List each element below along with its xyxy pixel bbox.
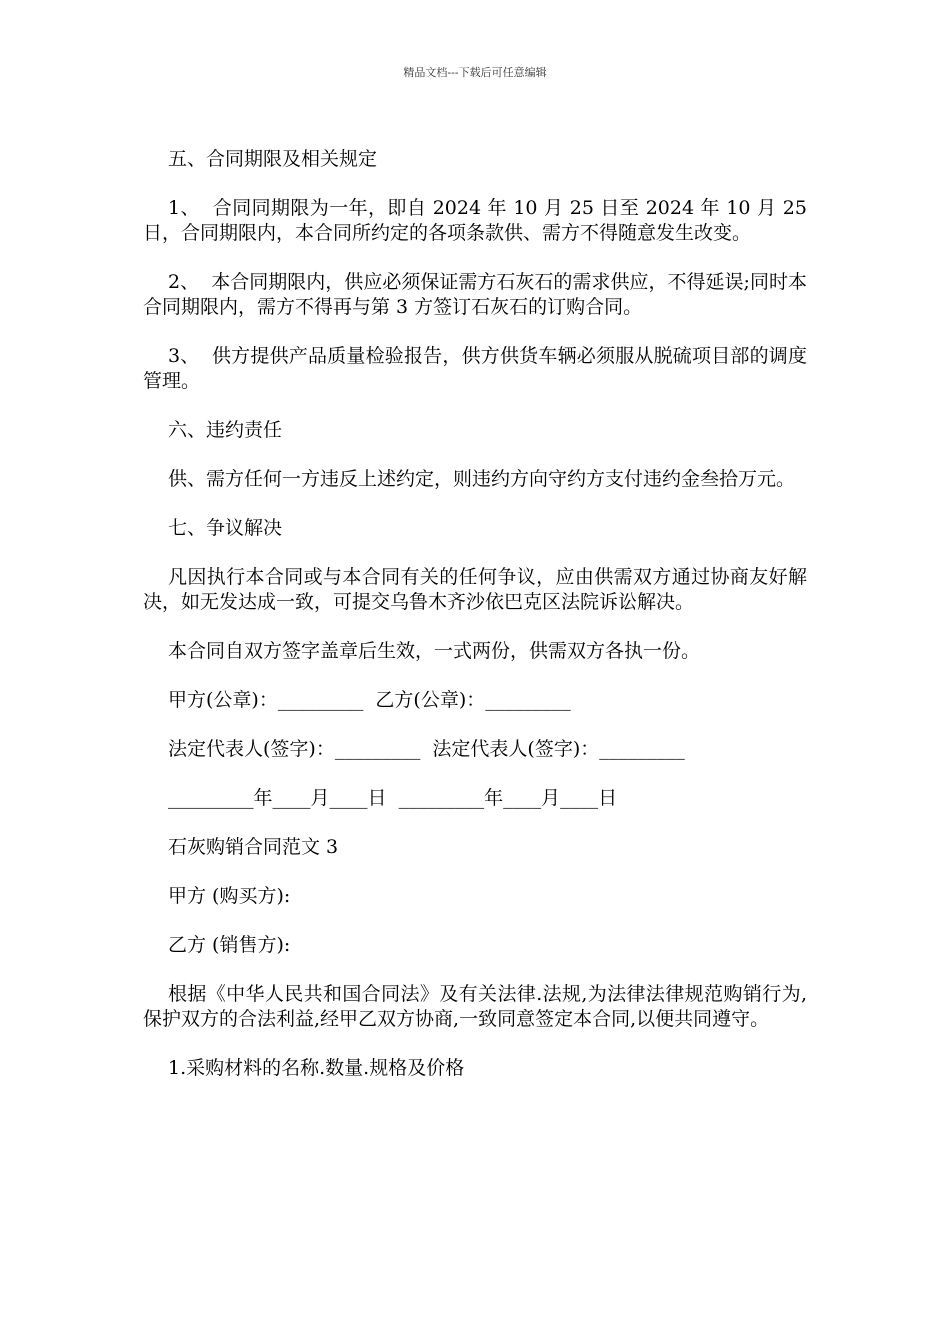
preamble-paragraph: 根据《中华人民共和国合同法》及有关法律.法规,为法律法律规范购销行为,保护双方的合法利益,经甲乙双方协商,一致同意签定本合同,以便共同遵守。 <box>143 983 807 1030</box>
page-header: 精品文档---下载后可任意编辑 <box>403 66 547 79</box>
contract-template-title: 石灰购销合同范文 3 <box>168 836 339 858</box>
clause-5-3: 3、 供方提供产品质量检验报告，供方供货车辆必须服从脱硫项目部的调度管理。 <box>143 345 807 392</box>
clause-5-2: 2、 本合同期限内，供应必须保证需方石灰石的需求供应，不得延误;同时本合同期限内，需方不得再与第 3 方签订石灰石的订购合同。 <box>143 271 807 318</box>
signature-date-line: _________年____月____日 _________年____月____日 <box>168 787 618 809</box>
party-b-line: 乙方 (销售方): <box>168 934 291 956</box>
party-a-line: 甲方 (购买方): <box>168 885 291 907</box>
clause-5-1: 1、 合同同期限为一年，即自 2024 年 10 月 25 日至 2024 年 10 月 25 日，合同期限内，本合同所约定的各项条款供、需方不得随意发生改变。 <box>143 197 814 244</box>
signature-representative-line: 法定代表人(签字)：_________ 法定代表人(签字)：_________ <box>168 738 685 760</box>
section-heading-5: 五、合同期限及相关规定 <box>168 148 378 170</box>
effectiveness-clause: 本合同自双方签字盖章后生效，一式两份，供需双方各执一份。 <box>168 640 701 662</box>
document-body <box>143 147 814 1081</box>
clause-6-text: 供、需方任何一方违反上述约定，则违约方向守约方支付违约金叁拾万元。 <box>168 468 796 490</box>
signature-seal-line: 甲方(公章)：_________ 乙方(公章)：_________ <box>168 689 571 711</box>
section-heading-7: 七、争议解决 <box>168 517 283 539</box>
clause-7-text: 凡因执行本合同或与本合同有关的任何争议，应由供需双方通过协商友好解决，如无发达成一致，可提交乌鲁木齐沙依巴克区法院诉讼解决。 <box>143 566 807 613</box>
item-1-heading: 1.采购材料的名称.数量.规格及价格 <box>168 1057 465 1079</box>
section-heading-6: 六、违约责任 <box>168 419 283 441</box>
